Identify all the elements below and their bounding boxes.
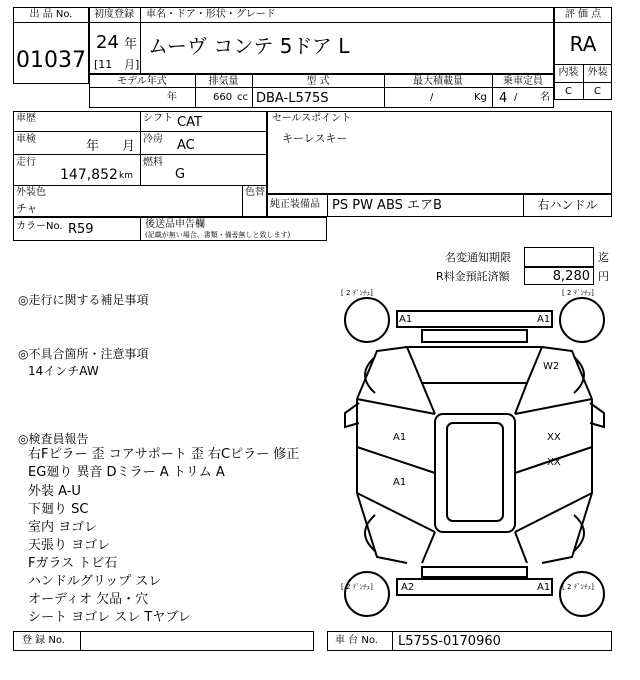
name-change-unit: 迄	[598, 251, 609, 264]
mileage-unit: km	[119, 171, 133, 181]
rating-label: 評 価 点	[564, 9, 602, 20]
mark-rear-right: A1	[537, 582, 551, 593]
fuel-value: G	[175, 167, 186, 182]
exterior-label: 外装	[587, 67, 608, 78]
recycle-label: R料金預託済額	[436, 270, 510, 283]
rating-value: RA	[569, 32, 597, 56]
mileage-label: 走行	[16, 157, 36, 168]
mark-front-left: A1	[399, 314, 413, 325]
color-no-label: カラーNo.	[16, 221, 63, 232]
load-unit: Kg	[474, 92, 487, 103]
mark-right-door-front: XX	[547, 432, 561, 443]
equipment-value: PS PW ABS エアB	[332, 198, 442, 213]
recycle-unit: 円	[598, 270, 609, 283]
mark-rear-bumper: A2	[401, 582, 415, 593]
defects-heading: ◎不具合箇所・注意事項	[18, 347, 149, 361]
model-year-label: モデル年式	[117, 76, 167, 87]
mark-left-door-front: A1	[393, 432, 407, 443]
model-type: DBA-L575S	[256, 91, 329, 106]
sales-point-value: キーレスキー	[282, 132, 348, 145]
reg-month: [11	[94, 58, 113, 71]
capacity-label: 乗車定員	[503, 76, 543, 87]
shift-value: CAT	[177, 115, 202, 130]
mark-w2: W2	[543, 361, 560, 372]
inspection-label: 車検	[16, 134, 36, 145]
inspector-line: EG廻り 異音 Dミラー A トリム A	[28, 465, 225, 480]
corner-label-br: [ 2 ﾃﾞﾝﾁｪ]	[562, 583, 594, 591]
name-change-box	[524, 247, 594, 267]
color-value: チャ	[16, 202, 38, 215]
exterior-grade: C	[594, 86, 601, 97]
car-name: ムーヴ コンテ 5ドア L	[148, 34, 350, 58]
inspector-line: 室内 ヨゴレ	[28, 520, 98, 535]
inspector-line: 天張り ヨゴレ	[28, 538, 111, 553]
inspector-line: 右Fピラー 歪 コアサポート 歪 右Cピラー 修正	[28, 447, 300, 462]
corner-label-tl: [ 2 ﾃﾞﾝﾁｪ]	[341, 289, 373, 297]
chassis-value: L575S-0170960	[398, 634, 501, 649]
inspection-month-unit: 月	[122, 139, 136, 154]
interior-grade: C	[565, 86, 572, 97]
recycle-value: 8,280	[552, 269, 590, 284]
mark-front-right: A1	[537, 314, 551, 325]
reg-year: 24	[96, 32, 119, 53]
car-outline-diagram	[337, 287, 612, 623]
damage-diagram	[337, 287, 612, 623]
steering-value: 右ハンドル	[537, 198, 598, 212]
mark-right-door-rear: XX	[547, 457, 561, 468]
first-reg-label: 初度登録	[94, 9, 134, 20]
model-year-unit: 年	[167, 92, 177, 103]
inspector-heading: ◎検査員報告	[18, 432, 89, 446]
inspector-line: 外装 A-U	[28, 484, 81, 499]
docs-note: (記載が無い場合、書類・備품無しと致します)	[145, 231, 291, 239]
equipment-label: 純正装備品	[270, 199, 320, 210]
lot-number: 01037	[16, 48, 86, 73]
ac-label: 冷房	[143, 134, 163, 145]
inspection-year-unit: 年	[86, 139, 100, 154]
inspector-line: オーディオ 欠品・穴	[28, 592, 149, 607]
chassis-label: 車 台 No.	[335, 635, 378, 646]
car-name-label: 車名・ドア・形状・グレード	[146, 9, 276, 20]
interior-label: 内装	[558, 67, 579, 78]
max-load-label: 最大積載量	[413, 76, 463, 87]
defects-line: 14インチAW	[28, 364, 99, 378]
displacement-unit: cc	[237, 92, 248, 103]
driving-heading: ◎走行に関する補足事項	[18, 293, 149, 307]
capacity-unit: 名	[540, 92, 550, 103]
reg-month-unit: 月]	[124, 58, 140, 71]
ac-value: AC	[177, 138, 195, 153]
reg-no-label: 登 録 No.	[22, 635, 65, 646]
capacity-value: 4	[499, 91, 508, 106]
inspector-line: Fガラス トビ石	[28, 556, 118, 571]
reg-year-unit: 年	[124, 37, 138, 52]
mileage-value: 147,852	[60, 167, 118, 183]
shift-label: シフト	[143, 113, 173, 124]
displacement-label: 排気量	[208, 76, 239, 87]
mark-left-door-rear: A1	[393, 477, 407, 488]
sales-point-label: セールスポイント	[272, 113, 352, 124]
color-label: 外装色	[16, 187, 46, 198]
fuel-label: 燃料	[143, 157, 163, 168]
corner-label-tr: [ 2 ﾃﾞﾝﾁｪ]	[562, 289, 594, 297]
inspector-line: ハンドルグリップ スレ	[28, 574, 162, 589]
inspector-line: 下廻り SC	[28, 502, 89, 517]
capacity-slash: /	[514, 92, 518, 103]
name-change-label: 名変通知期限	[445, 251, 511, 264]
lot-label: 出 品 No.	[29, 9, 73, 20]
load-slash: /	[430, 92, 434, 103]
docs-label: 後送品申告欄	[145, 219, 205, 230]
color-change-label: 色替	[245, 187, 265, 198]
history-label: 車歴	[16, 113, 36, 124]
model-type-label: 型 式	[306, 76, 330, 87]
inspector-line: シート ヨゴレ スレ Tヤブレ	[28, 610, 191, 625]
displacement-value: 660	[213, 92, 233, 103]
corner-label-bl: [ 2 ﾃﾞﾝﾁｪ]	[341, 583, 373, 591]
color-no-value: R59	[68, 222, 94, 237]
